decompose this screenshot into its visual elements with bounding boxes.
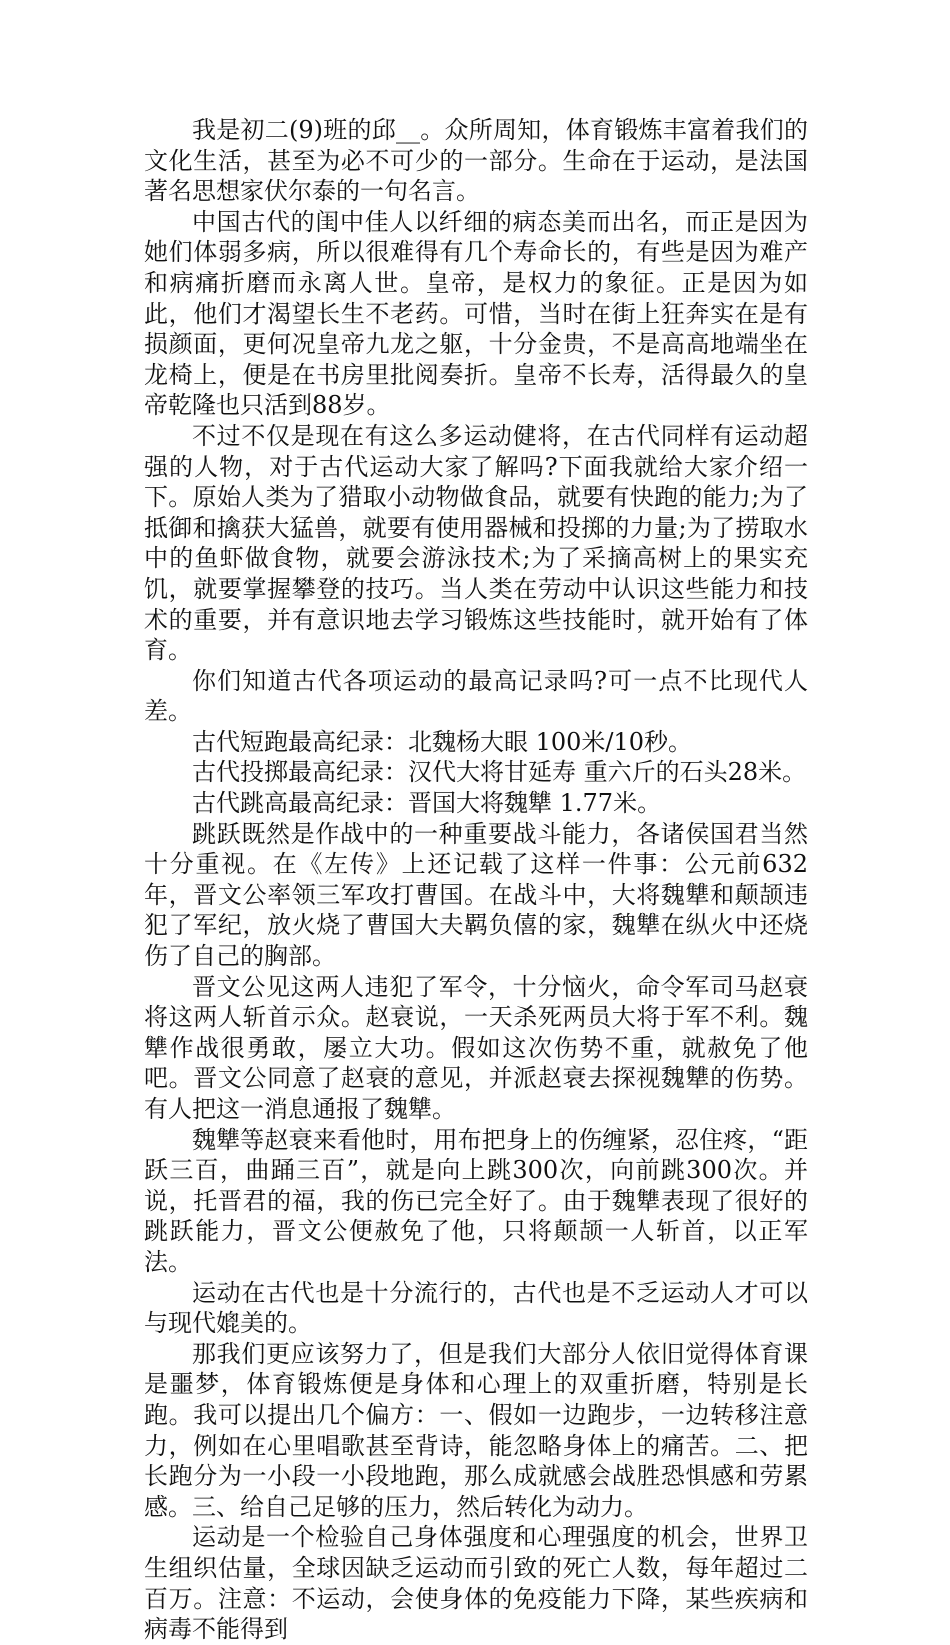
- paragraph-sprint-record: 古代短跑最高纪录：北魏杨大眼 100米/10秒。: [192, 727, 693, 756]
- paragraph-ancient-popular: 运动在古代也是十分流行的，古代也是不乏运动人才可以与现代媲美的。: [144, 1278, 808, 1338]
- paragraph-throw-record: 古代投掷最高纪录：汉代大将甘延寿 重六斤的石头28米。: [192, 758, 807, 787]
- paragraph-ancient-sports-origin: 不过不仅是现在有这么多运动健将，在古代同样有运动超强的人物，对于古代运动大家了解吗?下面我就给大家介绍一下。原始人类为了猎取小动物做食品，就要有快跑的能力;为了抵御和擒获大猛兽，就要有使用器械和投掷的力量;为了捞取水中的鱼虾做食物，就要会游泳技术;为了采摘高树上的果实充饥，就要掌握攀登的技巧。当人类在劳动中认识这些能力和技术的重要，并有意识地去学习锻炼这些技能时，就开始有了体育。: [144, 421, 808, 665]
- paragraph-ancient-health: 中国古代的闺中佳人以纤细的病态美而出名，而正是因为她们体弱多病，所以很难得有几个寿命长的，有些是因为难产和病痛折磨而永离人世。皇帝，是权力的象征。正是因为如此，他们才渴望长生不老药。可惜，当时在街上狂奔实在是有损颜面，更何况皇帝九龙之躯，十分金贵，不是高高地端坐在龙椅上，便是在书房里批阅奏折。皇帝不长寿，活得最久的皇帝乾隆也只活到88岁。: [144, 207, 808, 420]
- paragraph-highjump-record: 古代跳高最高纪录：晋国大将魏犨 1.77米。: [192, 789, 662, 818]
- paragraph-weichou-jump: 魏犨等赵衰来看他时，用布把身上的伤缠紧，忍住疼，“距跃三百，曲踊三百”，就是向上跳300次，向前跳300次。并说，托晋君的福，我的伤已完全好了。由于魏犨表现了很好的跳跃能力，晋文公便赦免了他，只将颠颉一人斩首，以正军法。: [144, 1125, 808, 1276]
- paragraph-jinwengong: 晋文公见这两人违犯了军令，十分恼火，命令军司马赵衰将这两人斩首示众。赵衰说，一天杀死两员大将于军不利。魏犨作战很勇敢，屡立大功。假如这次伤势不重，就赦免了他吧。晋文公同意了赵衰的意见，并派赵衰去探视魏犨的伤势。有人把这一消息通报了魏犨。: [144, 972, 808, 1123]
- paragraph-zuozhuan-story: 跳跃既然是作战中的一种重要战斗能力，各诸侯国君当然十分重视。在《左传》上还记载了这样一件事：公元前632年，晋文公率领三军攻打曹国。在战斗中，大将魏犨和颠颉违犯了军纪，放火烧了曹国大夫羁负僖的家，魏犨在纵火中还烧伤了自己的胸部。: [144, 819, 808, 971]
- paragraph-long-run-tips: 那我们更应该努力了，但是我们大部分人依旧觉得体育课是噩梦，体育锻炼便是身体和心理上的双重折磨，特别是长跑。我可以提出几个偏方：一、假如一边跑步，一边转移注意力，例如在心里唱歌甚至背诗，能忽略身体上的痛苦。二、把长跑分为一小段一小段地跑，那么成就感会战胜恐惧感和劳累感。三、给自己足够的压力，然后转化为动力。: [144, 1339, 808, 1521]
- paragraph-records-question: 你们知道古代各项运动的最高记录吗?可一点不比现代人差。: [144, 666, 808, 726]
- paragraph-intro: 我是初二(9)班的邱__。众所周知，体育锻炼丰富着我们的文化生活，甚至为必不可少的一部分。生命在于运动，是法国著名思想家伏尔泰的一句名言。: [144, 116, 808, 206]
- paragraph-who-estimate: 运动是一个检验自己身体强度和心理强度的机会，世界卫生组织估量，全球因缺乏运动而引致的死亡人数，每年超过二百万。注意：不运动，会使身体的免疫能力下降，某些疾病和病毒不能得到: [144, 1523, 808, 1644]
- document-body: [144, 115, 808, 1645]
